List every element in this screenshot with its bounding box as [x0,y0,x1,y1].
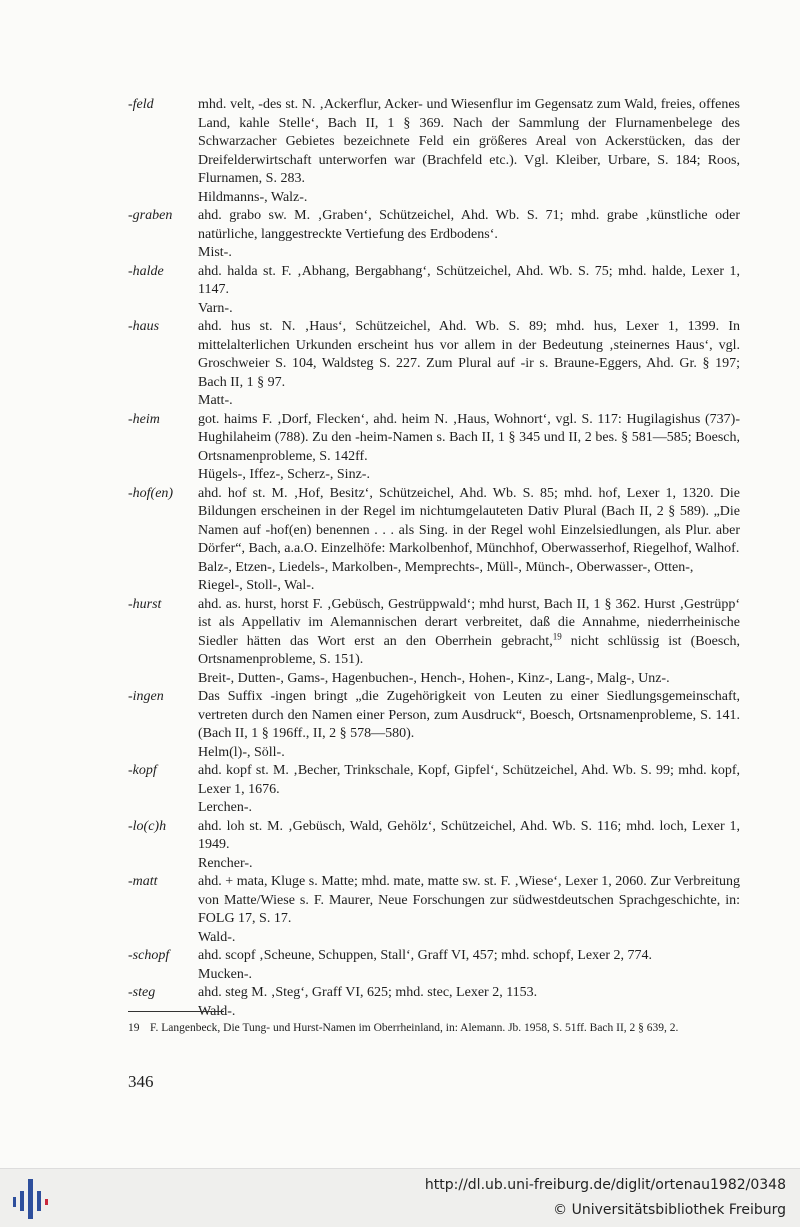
entry-term: -matt [128,874,158,889]
entry-feld [128,96,740,207]
entry-examples: Breit-, Dutten-, Gams-, Hagenbuchen-, Hench-, Hohen-, Kinz-, Lang-, Malg-, Unz-. [198,670,670,686]
entry-term: -heim [128,411,160,427]
page-number: 346 [128,1072,154,1091]
entry-examples: Varn-. [198,300,233,316]
entry-text: got. haims F. ‚Dorf, Flecken‘, ahd. heim N. ‚Haus, Wohnort‘, vgl. S. 117: Hugilagishus (737)-Hughilaheim (788). Zu den -heim-Namen s. Bach II, 1 § 345 und II, 2 bes. § 581—585; Boesch, Ortsnamenprobleme, S. 142ff. [198,411,740,464]
entry-text: ahd. halda st. F. ‚Abhang, Bergabhang‘, Schützeichel, Ahd. Wb. S. 75; mhd. halde, Lexer 1, 1147. [198,263,740,297]
entry-text: mhd. velt, -des st. N. ‚Ackerflur, Acker- und Wiesenflur im Gegensatz zum Wald, freies, offenes Land, kahle Stelle‘, Bach II, 1 § 369. Nach der Sammlung der Flurnamenbelege des Schwarzacher Gebietes bezeichnete Feld ein größeres Areal von Ackerstücken, das der Dreifelderwirtschaft unterworfen war (Brachfeld etc.). Vgl. Kleiber, Urbare, S. 184; Roos, Flurnamen, S. 283. [198,97,740,186]
entry-text: ahd. grabo sw. M. ‚Graben‘, Schützeichel, Ahd. Wb. S. 71; mhd. grabe ‚künstliche oder natürliche, langgestreckte Vertiefung des Erdbodens‘. [198,208,740,242]
entry-examples: Hildmanns-, Walz-. [198,189,308,205]
logo-graphic [10,1179,54,1219]
entry-examples: Matt-. [198,393,233,408]
entry-term: -hurst [128,596,162,612]
entry-term: -halde [128,263,164,279]
entry-ingen [128,688,740,762]
entry-term: -schopf [128,948,170,963]
entry-schopf [128,947,740,984]
entry-term: -graben [128,208,173,223]
entry-term: -hof(en) [128,485,174,501]
entry-term: -feld [128,97,154,112]
entry-haus [128,318,740,411]
entry-term: -kopf [128,763,157,778]
entry-loch [128,818,740,874]
footnote-divider [128,1011,224,1012]
entry-term: -ingen [128,689,164,704]
entry-hurst [128,596,740,689]
entry-text-part: ahd. as. hurst, horst F. ‚Gebüsch, Gestrüppwald‘; mhd hurst, Bach II, 1 § 362. Hurst ‚Gestrüpp‘ ist als Appellativ im Alemannischen derart verbreitet, daß die Annahme, niederrheinische Siedler hätten das Wort erst an den Oberrhein gebracht, [198,596,740,649]
entry-term: -haus [128,319,160,334]
entry-hofen [128,485,740,596]
entry-halde [128,263,740,319]
entry-examples: Mucken-. [198,966,253,982]
entry-heim [128,411,740,485]
entry-text [198,596,740,670]
entry-examples: Mist-. [198,245,232,260]
entry-text: ahd. kopf st. M. ‚Becher, Trinkschale, Kopf, Gipfel‘, Schützeichel, Ahd. Wb. S. 99; mhd. kopf, Lexer 1, 1676. [198,763,740,797]
footnote [128,1020,740,1036]
footnote-text: F. Langenbeck, Die Tung- und Hurst-Namen im Oberrheinland, in: Alemann. Jb. 1958, S. 51ff. Bach II, 2 § 639, 2. [150,1022,679,1034]
entry-steg [128,984,740,1021]
entry-text-part: nicht schlüssig ist (Boesch, Ortsnamenprobleme, S. 151). [198,633,740,667]
viewer-footer [0,1168,800,1227]
footnote-reference: 19 [552,630,562,641]
entry-examples: Helm(l)-, Söll-. [198,744,285,760]
entry-text: ahd. steg M. ‚Steg‘, Graff VI, 625; mhd. stec, Lexer 2, 1153. [198,985,538,1000]
entry-text: ahd. scopf ‚Scheune, Schuppen, Stall‘, Graff VI, 457; mhd. schopf, Lexer 2, 774. [198,948,652,963]
entry-examples: Balz-, Etzen-, Liedels-, Markolben-, Memprechts-, Müll-, Münch-, Oberwasser-, Otten-, Riegel-, Stoll-, Wal-. [198,559,694,593]
source-url-link[interactable]: http://dl.ub.uni-freiburg.de/diglit/ortenau1982/0348 [424,1177,786,1193]
glossary-entries [128,96,740,1021]
entry-matt [128,873,740,947]
entry-term: -steg [128,985,156,1000]
entry-text: ahd. hus st. N. ‚Haus‘, Schützeichel, Ahd. Wb. S. 89; mhd. hus, Lexer 1, 1399. In mittelalterlichen Urkunden erscheint hus vor allem in der Bedeutung ‚steinernes Haus‘, vgl. Groschweier S. 104, Waldsteg S. 227. Zum Plural auf -ir s. Braune-Eggers, Ahd. Gr. § 197; Bach II, 1 § 97. [198,319,740,390]
footnote-number: 19 [128,1022,140,1034]
entry-term: -lo(c)h [128,818,167,834]
entry-examples: Lerchen-. [198,800,253,815]
entry-examples: Rencher-. [198,855,253,871]
entry-examples: Wald-. [198,929,236,945]
entry-text: ahd. + mata, Kluge s. Matte; mhd. mate, matte sw. st. F. ‚Wiese‘, Lexer 1, 2060. Zur Verbreitung von Matte/Wiese s. F. Maurer, Neue Forschungen zur südwestdeutschen Sprachgeschichte, in: FOLG 17, S. 17. [198,874,740,926]
entry-text: ahd. loh st. M. ‚Gebüsch, Wald, Gehölz‘, Schützeichel, Ahd. Wb. S. 116; mhd. loch, Lexer 1, 1949. [198,818,740,852]
entry-text: ahd. hof st. M. ‚Hof, Besitz‘, Schützeichel, Ahd. Wb. S. 85; mhd. hof, Lexer 1, 1320. Die Bildungen erscheinen in der Regel im nichtumgelauteten Dativ Plural (Bach II, 2 § 589). „Die Namen auf -hof(en) benennen . . . als Sing. in der Regel wohl Einzelsiedlungen, als Plur. aber Dörfer“, Bach, a.a.O. Einzelhöfe: Markolbenhof, Münchhof, Oberwasserhof, Riegelhof, Walhof. [198,485,740,556]
entry-text: Das Suffix -ingen bringt „die Zugehörigkeit von Leuten zu einer Siedlungsgemeinschaft, vertreten durch den Namen einer Person, zum Ausdruck“, Boesch, Ortsnamenprobleme, S. 141. (Bach II, 1 § 196ff., II, 2 § 578—580). [198,689,740,741]
ub-freiburg-logo-icon[interactable] [10,1179,54,1219]
copyright-text: © Universitätsbibliothek Freiburg [553,1202,786,1218]
entry-graben [128,207,740,263]
entry-examples: Wald-. [198,1003,236,1019]
entry-examples: Hügels-, Iffez-, Scherz-, Sinz-. [198,467,370,482]
entry-kopf [128,762,740,818]
